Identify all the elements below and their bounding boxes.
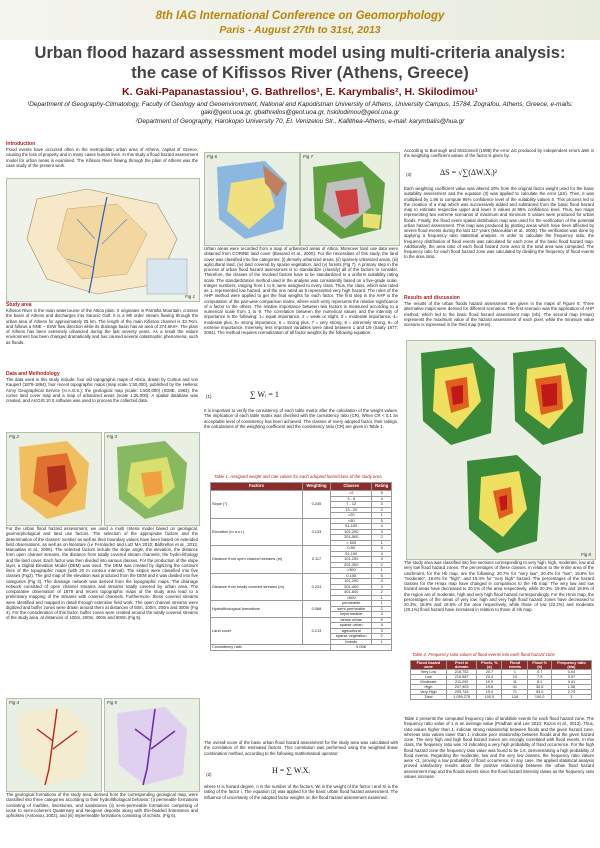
table2-header: Frequency ratio (b/a)	[551, 661, 591, 670]
table1-class: >600	[331, 595, 372, 601]
table1-factor: Land cover	[211, 617, 303, 645]
fig7-label: Fig 7	[303, 154, 314, 159]
table1-class: >300	[331, 568, 372, 574]
table1-rating: 5	[372, 573, 392, 579]
equation-2: H = ∑ WᵢXᵢ	[272, 766, 310, 775]
fig6-label: Fig 6	[207, 154, 218, 159]
table-1	[210, 482, 392, 651]
table1-class: 0-100	[331, 573, 372, 579]
table2-cell: 2.73	[551, 690, 591, 695]
table1-factor: Slope (°)	[211, 491, 303, 519]
affiliation-1: ¹Department of Geography-Climatology, Faculty of Geology and Geoenvironment, National and Kapodistrian University of Athens, University Campus, 15784, Zografou, Athens, Greece, e-mails: gaki@geol.uoa.gr, gbathrellos@geol.uoa.gr, hskilodimou@geol.uoa.gr	[27, 101, 573, 116]
consistency-value: 0.006	[331, 645, 392, 651]
hazard-degree-text: where H is hazard degree, n is the number of the factors, Wi is the weight of the factor i and Xi is the rating of the factor i. The equation (2) was applied for the basic urban flood hazard assessment. The influence of uncertainty of the adopted factor weights on the flood hazard assessment examined.	[204, 784, 398, 800]
results-text: The results of the urban floods hazard assessment are given in the maps of Figure 8. Three alternative maps were derived for different scenarios. The first scenario was the application of AHP method, which led to the basic flood hazard assessment map (Hb). The second map (Hmax) represents the maximum value of the hazard assessment of each pixel, while the minimum value scenario is expressed in the third map (Hmin).	[404, 301, 594, 327]
table1-class: 51-100	[331, 551, 372, 557]
table2-cell: 1	[551, 695, 591, 700]
table2-cell: 19.9	[477, 680, 502, 685]
fig2-label: Fig 2	[9, 434, 20, 439]
table1-header: Weighting	[302, 483, 330, 491]
data-heading: Data and Methodology	[6, 371, 60, 377]
data-section	[6, 370, 198, 430]
table2-cell: Very Low	[411, 670, 447, 675]
table2-cell: 11	[502, 680, 528, 685]
table1-rating: 5	[372, 546, 392, 552]
geology-text: The geological formations of the study area, derived from the corresponding geological map, were classified into three categories according to their hydrolithological behavior: (i) permeable formations consisting of marbles, limestones, and sandstones (ii) semi-permeable formations comprising of loose to semi-coherent Quaternary and Neogene deposits along with thin-bedded limestones and ophiolites (Antoniou, 2002), and (iii) impermeable formations consisting of schists. (Fig 6).	[6, 792, 198, 818]
consistency-text: It is important to verify the consistency of each table matrix after the calculation of the weight values. The implication of each table matrix was checked with the consistency ratio (CR). When CR < 0.1 an acceptable level of consistency has been achieved. The classes of every adopted factor, their ratings, the calculations of the weighting coefficient and the consistency ratio (CR) are given in Table 1.	[204, 408, 398, 429]
table2-cell: 215,587	[446, 675, 477, 680]
table2-header: Flood hazard zone	[411, 661, 447, 670]
table2-cell: Low	[411, 675, 447, 680]
covered-stream-map	[105, 699, 199, 791]
table1-class: 201-300	[331, 562, 372, 568]
table1-class: 3 - 6	[331, 496, 372, 502]
table1-class: agricultural	[331, 628, 372, 634]
table1-rating: 4	[372, 496, 392, 502]
table2-cell: 100.0	[528, 695, 551, 700]
table2-cell: 218,752	[446, 670, 477, 675]
eq1-label: (1)	[206, 394, 212, 399]
table1-rating: 5	[372, 617, 392, 623]
table2-cell: 53.0	[528, 690, 551, 695]
table1-class: >20	[331, 513, 372, 519]
table2-cell: 1.56	[551, 685, 591, 690]
table2-body	[411, 670, 592, 700]
table-2	[410, 660, 592, 700]
figure-8-hazard-maps	[406, 340, 596, 560]
conference-venue: Paris - August 27th to 31st, 2013	[219, 24, 381, 36]
table1-class: dense urban	[331, 617, 372, 623]
figure-6-hydrolithology	[204, 152, 300, 246]
consistency-label: Consistency ratio	[211, 645, 331, 651]
table1-body	[211, 491, 392, 651]
table1-rating: 3	[372, 612, 392, 618]
table1-class: impermeable	[331, 612, 372, 618]
fig5-label: Fig 5	[107, 700, 118, 705]
table1-rating: 3	[372, 628, 392, 634]
table2-cell: 0.7	[528, 670, 551, 675]
figure-7-land-cover	[300, 152, 400, 246]
table1-class: 101-200	[331, 529, 372, 535]
table1-class: 201-500	[331, 535, 372, 541]
conference-name: 8th IAG International Conference on Geomorphology	[155, 10, 445, 22]
table1-class: <2	[331, 491, 372, 497]
table2-cell: 1	[502, 670, 528, 675]
table1-rating: 2	[372, 507, 392, 513]
slope-map	[7, 433, 101, 525]
eq3-label: (3)	[406, 172, 412, 177]
table1-class: 401-600	[331, 590, 372, 596]
table2-header: Flood % (b)	[528, 661, 551, 670]
table2-row	[411, 695, 592, 700]
table1-weight: 0.068	[302, 601, 330, 618]
figure-1-map	[6, 178, 200, 302]
table1-consistency-row	[211, 645, 392, 651]
table1-rating: 2	[372, 606, 392, 612]
table1-rating: 4	[372, 623, 392, 629]
table2-cell: 10	[502, 675, 528, 680]
table1-rating: 2	[372, 562, 392, 568]
table1-class: 7 - 12	[331, 502, 372, 508]
table1-class: sparse urban	[331, 623, 372, 629]
study-text: Kifissos River is the main watercourse of the Attica plain. It originates in Parnitha Mountain, crosses the basin of Athens and discharges into Saronic Gulf. It is a 9th order stream flowing through the urban area of Athens for approximately 25 km. The length of the main Kifissos channel is 33.7Km, and follows a NNE – SSW flow direction while its drainage basin has an area of 374.6Km². The plain of Athens has been extremely urbanized during the last seventy years. As a result the nature environment has been changed dramatically and has caused several catastrophic phenomena, such as floods.	[6, 308, 198, 345]
table1-header: Classes	[331, 483, 372, 491]
methodology-text: For the urban flood hazard assessment, we used a multi criteria model based on geological, geomorphological and land use factors. The selection of the appropriate factors and the determination of the classes' number as well as their boundary values have been based on extended field observations, as well as on literature (i.e Fernández and Lutz MA 2010; Bathrellos et al., 2013, Marouklan et al., 2005). The selected factors include the slope angle, the elevation, the distance from open channel streams, the distance from totally covered stream channels, the hydro-lithology and the land cover. Each factor was then divided into various classes. For the production of the slope layer, a Digital Elevation Model (DEM) was used. The DEM was created by digitizing the contours lines of the topographic maps (with 20 m contour interval). The slopes were classified into five classes (Fig2). The grid map of the elevation was produced from the DEM and it was divided into five categories (Fig 3). The drainage network was derived from the topographic maps. The drainage network consisted of open channel streams and streams totally covered by urban area. The comparative observation of 1878 and recent topographic maps of the study area lead to a preliminary mapping of the streams with covered channels. Furthermore, these covered streams were identified and mapped in detail through extensive field work. The open channel streams were digitized and buffer zones were drawn around them at distances of 50m, 100m, 200m and 300m (Fig 4). For the consideration of this factor, buffer zones were created around the totally covered streams of the study area, at distances of 100m, 200m, 400m and 600m (Fig 5).	[6, 526, 198, 621]
results-section	[404, 294, 594, 340]
table2-cell: 8.2	[528, 680, 551, 685]
fig8-label: Fig 8	[580, 552, 591, 557]
table2-cell: 41	[502, 685, 528, 690]
data-text: The data used in this study include: four old topographic maps of Attica, drawn by Curtius and von Kaupert (1878-1894), four recent topographic maps (map scale 1:50,000), published by the Hellenic Army Geographical Service (H.A.G.S.); the geological map (scale: 1:500,000) (IGME, 1983); the corine land cover map and a map of urbanized areas (scale 1:25,000). A spatial database was created, and ArcGIS 10.0 software was used to process the collected data.	[6, 377, 198, 403]
table2-header: Pixel in domain	[446, 661, 477, 670]
table1-class: permeable	[331, 601, 372, 607]
table2-cell: 20.7	[477, 670, 502, 675]
table1-factor: Hydrolithological formations	[211, 601, 303, 618]
table1-weight: 0.133	[302, 518, 330, 546]
hazard-map-hmax	[513, 347, 587, 445]
table1-rating: 2	[372, 634, 392, 640]
results-heading: Results and discussion	[404, 295, 460, 301]
table1-class: 51-100	[331, 524, 372, 530]
table1-rating: 3	[372, 502, 392, 508]
eq2-label: (2)	[206, 772, 212, 777]
table2-cell: 205,743	[446, 690, 477, 695]
fig3-label: Fig 3	[107, 434, 118, 439]
table1-rating: 1	[372, 540, 392, 546]
table1-class: 101-200	[331, 579, 372, 585]
figure-5-covered-streams	[104, 698, 200, 792]
hazard-percent-text: The study area was classified into five sections corresponding to very high, high, moderate, low and very low flood hazard zones. The percentages of these classes, in relation to the entire area of the catchment, for the Hb map, are the following: 20.7% for "very low", 20.4% for "low", 19.9% for "moderate", 19.6% for "high", and 19.4% for "very high" hazard. The percentages of the hazard classes for the Hmax map have changed in comparison to the Hb map. The very low and low hazard areas have decreased to 20.1% of the area respectively, while 20.3%, 19.8% and 19.6% of the region are of moderate, high and very high flood hazard correspondingly. For the Hmin map, the percentages of the areas of very low, high and very high flood hazard zones have decreased to 20.3%, 18.8% and 18.6% of the area respectively, while those of low (22.2%) and moderate (20.1%) flood hazard have increased in relation to those of Hb map.	[404, 560, 594, 613]
table2-cell: High	[411, 685, 447, 690]
table1-rating: 1	[372, 639, 392, 645]
table2-cell: 100.0	[477, 695, 502, 700]
elevation-map	[105, 433, 199, 525]
table2-cell: 20.4	[477, 675, 502, 680]
table1-rating: 2	[372, 535, 392, 541]
error-intro-text: According to Burrough and McDonnell (1998) the error ΔS produced by independent errors ΔWi in the weighting coefficient values of the factor is given by:	[404, 148, 594, 159]
table2-cell: 207,903	[446, 685, 477, 690]
table2-header: Flood events	[502, 661, 528, 670]
table2-cell: Moderate	[411, 680, 447, 685]
table1-rating: 1	[372, 595, 392, 601]
table1-rating: 1	[372, 513, 392, 519]
study-area-map	[7, 179, 199, 301]
overall-score-text: The overall score of the basic urban flood hazard assessment for the study area was calculated with the correlation of the estimated factors. This correlation was performed using the weighted linear combination method, according to the following mathematical operator:	[204, 740, 398, 756]
equation-1: ∑ Wᵢ = 1	[250, 390, 279, 399]
table2-cell: 0.37	[551, 675, 591, 680]
affiliation-2: ²Department of Geography, Harokopio University 70, El. Venizelou Str., Kallithea-Athens, e-mail: karymbalis@hua.gr	[135, 118, 465, 125]
figure-2-slope	[6, 432, 102, 526]
table1-class: forests	[331, 639, 372, 645]
intro-heading: Introduction	[6, 141, 36, 147]
table2-cell: 134	[502, 695, 528, 700]
table1-class: 201-400	[331, 584, 372, 590]
table2-cell: 211,292	[446, 680, 477, 685]
table1-weight: 0.224	[302, 573, 330, 601]
figure-4-open-channels	[6, 698, 102, 792]
hazard-maps	[407, 341, 595, 559]
table1-header: Factors	[211, 483, 303, 491]
table1-class: 101-200	[331, 557, 372, 563]
table1-rating: 1	[372, 568, 392, 574]
table2-cell: 30.6	[528, 685, 551, 690]
table1-factor: Elevation (m a.s.l.)	[211, 518, 303, 546]
figure-3-elevation	[104, 432, 200, 526]
hydrolithology-map	[205, 153, 299, 245]
table1-rating: 2	[372, 590, 392, 596]
table1-weight: 0.245	[302, 491, 330, 519]
table1-weight: 0.117	[302, 546, 330, 574]
poster-title-line1: Urban flood hazard assessment model using multi-criteria analysis:	[34, 44, 566, 62]
fig4-label: Fig 4	[9, 700, 20, 705]
land-cover-map	[301, 153, 399, 245]
table2-cell: 71	[502, 690, 528, 695]
table2-cell: 0.04	[551, 670, 591, 675]
table1-class: <50	[331, 518, 372, 524]
study-area-section	[6, 301, 198, 373]
equation-3: ΔS = √∑(ΔWᵢXᵢ)²	[440, 168, 498, 177]
study-heading: Study area	[6, 302, 32, 308]
table1-class: > 500	[331, 540, 372, 546]
table2-cell: 0.41	[551, 680, 591, 685]
table1-class: semi-permeable	[331, 606, 372, 612]
fig1-label: Fig 1	[184, 294, 195, 299]
table2-caption: Table 2. Frequency ratio values of flood events into each flood hazard zone	[412, 652, 555, 657]
table2-cell: 7.5	[528, 675, 551, 680]
frequency-ratio-text: Table 2 presents the computed frequency ratio of landslide events for each flood hazard zone. The frequency ratio value of 1 is an average value (Pradhan and Lee 2010; Rozos et al., 2013). Thus, ratio values higher than 1, indicate strong relationship between floods and the given hazard zone, whereas ratio values lower than 1, indicate poor relationship between floods and the given hazard zone. The very high and high flood hazard zones are strongly correlated with flood events. In this class, the frequency ratio was >2 indicating a very high probability of flood occurrence. For the high flood hazard zone the frequency ratio value was found to be 1.6, demonstrating a high probability of flood events. Regarding the moderate, low and the very low classes, the frequency ratio values were <1, proving a low probability of flood occurrence. In any case, the applied statistical analysis proved satisfactory results about the positive relationship between the urban flood hazard assessment map and the floods events since the flood hazard intensity raises as the frequency ratio values increase.	[404, 716, 594, 779]
table2-cell: Total	[411, 695, 447, 700]
table2-cell: Very High	[411, 690, 447, 695]
intro-text: Flood events have occurred often in the metropolitan urban area of Athens, capital of Greece, causing the loss of property and in many cases human lives. In this study a flood hazard assessment model for urban areas is examined. The Kifissos River flowing through the plain of Athens was the case study of the present work.	[6, 147, 198, 168]
authors: K. Gaki-Papanastassiou¹, G. Bathrellos¹, E. Karymbalis², H. Skilodimou¹	[122, 86, 478, 98]
table1-weight: 0.213	[302, 617, 330, 645]
table1-rating: 4	[372, 524, 392, 530]
ahp-text: Urban areas were recorded from a map of urbanized areas of Attica. Moreover land use data were obtained from CORINE land cover (Bossard et al., 2000). For the necessities of this study, the land cover was classified into five categories: (i) densely urbanized areas, (ii) sparsely urbanized areas, (iii) agricultural land, (iv) land covered by sparse vegetation, and (v) forests (Fig 7). A primary step in the process of urban flood hazard assessment is to standardize (classify) all of the factors to consider. Therefore, the classes of the involved factors have to be standardized to a uniform suitability rating scale. The standardization method used in the analysis was consistently based on a five-grade scale. Integer numbers, ranging from 1 to 5, were assigned to every class. Thus, the class, which was rated as 1, represented low hazard, and the one rated as 5 represented very high hazard. The rules of the AHP method were applied to get the final weights for each factor. The first step in the AHP is the computation of the pair-wise comparison matrix, where each entry represents the relative significance of a factor to the others. The relative importance between two factors is measured according to a numerical scale from 1 to 9. The correlation between the numerical values and the intensity of importance is the following: 1= equal importance, 2 = weak or slight, 3 = moderate importance, 4= moderate plus, 5= strong importance, 6 = strong plus, 7 = very strong, 8 = extremely strong, 9= of extreme importance. Inversely, less important variables were rated between 1 and 1/9 (Saaty 1977; 2004). The method requires normalization of all factor weights by the following equation:	[204, 246, 398, 335]
verification-text: Each weighting coefficient value was altered 20% from the original factor weight used for the basic suitability assessment and the equation (3) was applied to calculate the error (ΔS). Then, it was multiplied by 1.96 to compute 95% confidence level of the suitability values S. This process led to the creation of a map which was successively added and subtracted from the basic flood hazard map to estimate respective upper and lower S values at 95% confidence level. Thus, two maps representing two extreme scenarios of maximum and minimum S values were produced for urban floods. Finally, the flood event spatial distribution map was used for the verification of the potential urban hazard assessment. This map was produced by plotting areas which have been affected by severe flood events during the last 117 years (Marouklan et al., 2005). The verification was done by applying a frequency ratio statistical analysis. In order to calculate the frequency ratio, the frequency distribution of flood events was calculated for each zone of the basic flood hazard map. Additionally, the area ratio of each flood hazard zone area to the total area was computed. The frequency ratio for each flood hazard zone was calculated by dividing the frequency of flood events to the area ratio.	[404, 186, 594, 260]
table1-rating: 4	[372, 579, 392, 585]
table1-factor: Distance from open channel streams (m)	[211, 546, 303, 574]
table2-header: Pixels, % (a)	[477, 661, 502, 670]
table1-rating: 1	[372, 601, 392, 607]
table1-class: 0-50	[331, 546, 372, 552]
table2-cell: 19.4	[477, 690, 502, 695]
table1-factor: Distance from totally covered streams (m)	[211, 573, 303, 601]
table1-rating: 3	[372, 529, 392, 535]
table1-class: sparse vegetation	[331, 634, 372, 640]
poster-title-line2: the case of Kifissos River (Athens, Greece)	[131, 64, 469, 82]
table1-rating: 3	[372, 584, 392, 590]
table1-caption: Table 1. Assigned weight and rate values for each adopted factor/class of the study area	[214, 474, 382, 479]
hazard-map-hb	[421, 347, 495, 445]
table1-rating: 3	[372, 557, 392, 563]
table1-class: 13 - 20	[331, 507, 372, 513]
hazard-map-hmin	[467, 455, 541, 553]
table1-header: Rating	[372, 483, 392, 491]
table2-cell: 1,059,275	[446, 695, 477, 700]
open-channel-map	[7, 699, 101, 791]
table1-rating: 4	[372, 551, 392, 557]
table1-rating: 5	[372, 518, 392, 524]
table2-cell: 19.6	[477, 685, 502, 690]
table1-rating: 5	[372, 491, 392, 497]
